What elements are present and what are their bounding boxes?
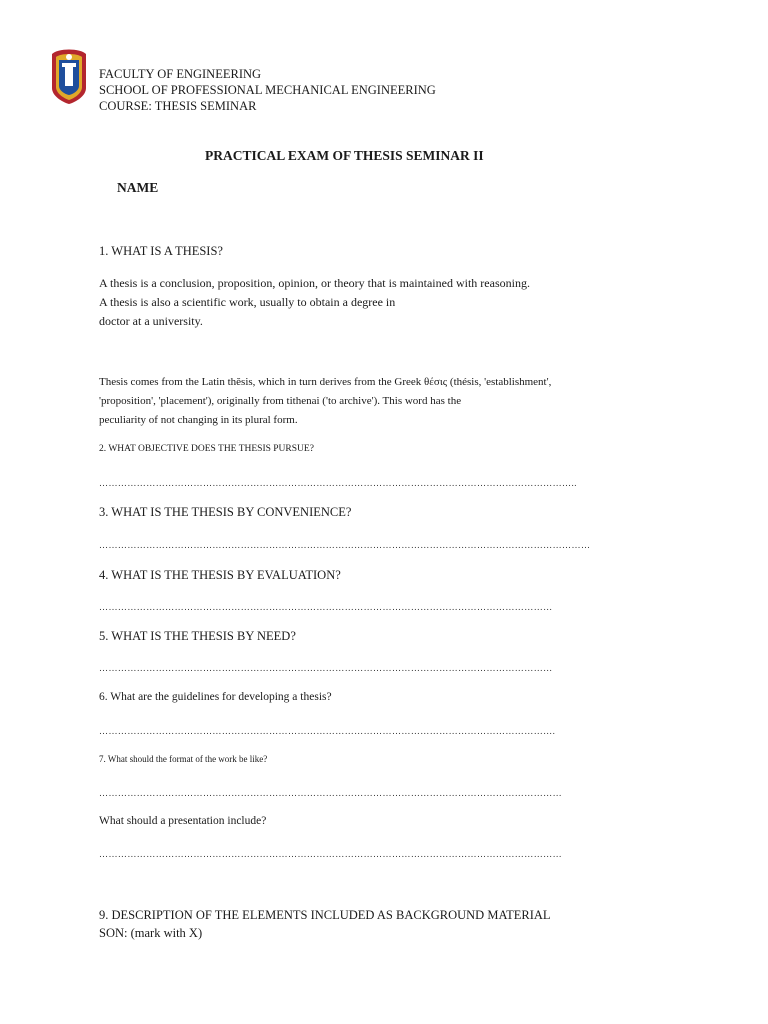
etymology-text: Thesis comes from the Latin thĕsis, which in turn derives from the Greek θέσις (thésis, 'establishment', 'proposition', 'placement'), originally from tithenai ('to archive'). This word has the peculiarity of not changing in its plural form. xyxy=(99,376,552,426)
question-6: 6. What are the guidelines for developing a thesis? xyxy=(99,691,332,703)
answer-line-8[interactable]: ………………………………………………………………………………………………………………………………… xyxy=(99,849,563,859)
question-7: 7. What should the format of the work be like? xyxy=(99,754,268,764)
answer-line-5[interactable]: ……………………………………………………………………………………………………………………………… xyxy=(99,663,553,673)
school-line: SCHOOL OF PROFESSIONAL MECHANICAL ENGINEERING xyxy=(99,83,436,97)
university-seal-logo xyxy=(48,48,90,104)
question-9-subtitle: SON: (mark with X) xyxy=(99,926,203,940)
question-5: 5. WHAT IS THE THESIS BY NEED? xyxy=(99,629,296,643)
question-4: 4. WHAT IS THE THESIS BY EVALUATION? xyxy=(99,568,341,582)
name-label: NAME xyxy=(117,180,159,195)
course-line: COURSE: THESIS SEMINAR xyxy=(99,99,257,113)
answer-line-2[interactable]: …………………………………………………………………………………………………………………………………….. xyxy=(99,478,577,488)
question-2: 2. WHAT OBJECTIVE DOES THE THESIS PURSUE? xyxy=(99,444,314,454)
answer-line-6[interactable]: ………………………………………………………………………………………………………………………………. xyxy=(99,726,556,736)
question-9: 9. DESCRIPTION OF THE ELEMENTS INCLUDED AS BACKGROUND MATERIAL xyxy=(99,908,551,922)
question-3: 3. WHAT IS THE THESIS BY CONVENIENCE? xyxy=(99,505,352,519)
answer-line-4[interactable]: ……………………………………………………………………………………………………………………………… xyxy=(99,602,553,612)
question-8: What should a presentation include? xyxy=(99,815,267,827)
question-1: 1. WHAT IS A THESIS? xyxy=(99,244,223,258)
answer-1-text: A thesis is a conclusion, proposition, opinion, or theory that is maintained with reasoning. A thesis is also a scientific work, usually to obtain a degree in doctor at a university. xyxy=(99,276,530,328)
exam-title: PRACTICAL EXAM OF THESIS SEMINAR II xyxy=(205,148,484,163)
answer-line-7[interactable]: ………………………………………………………………………………………………………………………………… xyxy=(99,788,563,798)
answer-line-3[interactable]: ………………………………………………………………………………………………………………………………………… xyxy=(99,540,591,550)
faculty-line: FACULTY OF ENGINEERING xyxy=(99,67,262,81)
